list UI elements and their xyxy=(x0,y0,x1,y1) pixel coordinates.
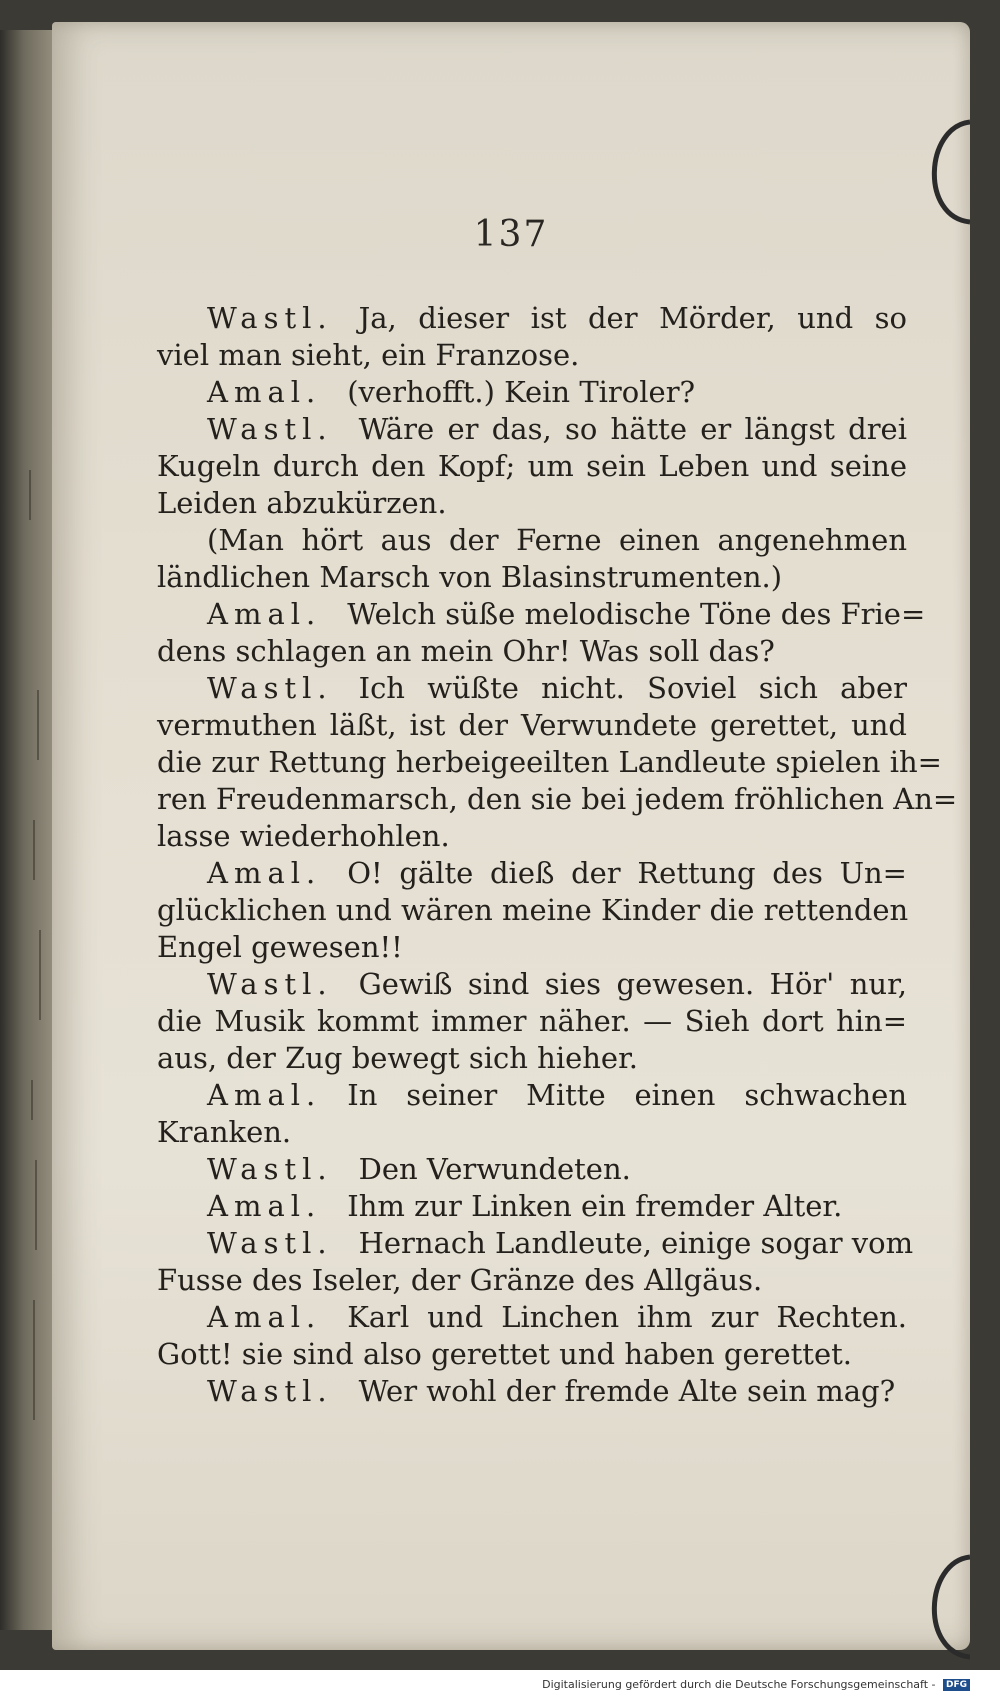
line-text: Ich wüßte nicht. Soviel sich aber xyxy=(358,671,907,705)
text-line xyxy=(157,559,907,596)
speaker-name: Wastl. xyxy=(207,967,333,1001)
line-text: Wer wohl der fremde Alte sein mag? xyxy=(358,1374,896,1408)
line-text: Gott! sie sind also gerettet und haben gerettet. xyxy=(157,1337,852,1371)
text-line xyxy=(157,707,907,744)
text-line xyxy=(157,1225,914,1262)
text-line xyxy=(157,1373,907,1410)
line-text: Hernach Landleute, einige sogar vom xyxy=(358,1226,914,1260)
text-line xyxy=(157,337,907,374)
line-text: Kranken. xyxy=(157,1115,292,1149)
line-text: dens schlagen an mein Ohr! Was soll das? xyxy=(157,634,775,668)
line-text: die zur Rettung herbeigeeilten Landleute spielen ih= xyxy=(157,745,942,779)
line-text: O! gälte dieß der Rettung des Un= xyxy=(347,856,907,890)
speaker-name: Wastl. xyxy=(207,301,333,335)
line-text: Wäre er das, so hätte er längst drei xyxy=(358,412,907,446)
line-text: lasse wiederhohlen. xyxy=(157,819,450,853)
line-text: Kugeln durch den Kopf; um sein Leben und seine xyxy=(157,449,907,483)
text-line xyxy=(157,522,907,559)
speaker-name: Amal. xyxy=(207,856,322,890)
line-text: (verhofft.) Kein Tiroler? xyxy=(347,375,696,409)
bleed-through-marks xyxy=(0,460,60,1450)
line-text: glücklichen und wären meine Kinder die rettenden xyxy=(157,893,909,927)
line-text: vermuthen läßt, ist der Verwundete gerettet, und xyxy=(157,708,907,742)
text-line xyxy=(157,1299,907,1336)
text-line xyxy=(157,1003,907,1040)
line-text: aus, der Zug bewegt sich hieher. xyxy=(157,1041,638,1075)
text-line xyxy=(157,744,942,781)
dfg-logo: DFG xyxy=(943,1679,970,1691)
speaker-name: Amal. xyxy=(207,375,322,409)
speaker-name: Wastl. xyxy=(207,671,333,705)
text-line xyxy=(157,1151,907,1188)
line-text: Gewiß sind sies gewesen. Hör' nur, xyxy=(358,967,907,1001)
speaker-name: Amal. xyxy=(207,597,322,631)
speaker-name: Wastl. xyxy=(207,1152,333,1186)
line-text: Engel gewesen!! xyxy=(157,930,403,964)
text-line xyxy=(157,1077,907,1114)
text-line xyxy=(157,448,907,485)
text-line xyxy=(157,300,907,337)
line-text: Welch süße melodische Töne des Frie= xyxy=(347,597,926,631)
page-number: 137 xyxy=(473,214,549,255)
text-line xyxy=(157,633,907,670)
text-line xyxy=(157,966,907,1003)
page-clip-top xyxy=(910,117,970,227)
text-line xyxy=(157,1114,907,1151)
line-text: Leiden abzukürzen. xyxy=(157,486,447,520)
footer xyxy=(0,1670,1000,1700)
text-line xyxy=(157,670,907,707)
speaker-name: Wastl. xyxy=(207,1226,333,1260)
line-text: ren Freudenmarsch, den sie bei jedem fröhlichen An= xyxy=(157,782,958,816)
text-line xyxy=(157,1262,907,1299)
text-line xyxy=(157,855,907,892)
speaker-name: Wastl. xyxy=(207,412,333,446)
digitization-credit: Digitalisierung gefördert durch die Deutsche Forschungsgemeinschaft - xyxy=(542,1678,936,1691)
line-text: ländlichen Marsch von Blasinstrumenten.) xyxy=(157,560,783,594)
text-line xyxy=(157,411,907,448)
body-text xyxy=(157,300,958,1410)
speaker-name: Amal. xyxy=(207,1078,322,1112)
page-clip-bottom xyxy=(910,1552,970,1662)
line-text: (Man hört aus der Ferne einen angenehmen xyxy=(207,523,907,557)
line-text: In seiner Mitte einen schwachen xyxy=(347,1078,907,1112)
speaker-name: Amal. xyxy=(207,1300,322,1334)
line-text: Ja, dieser ist der Mörder, und so xyxy=(358,301,907,335)
text-line xyxy=(157,1188,907,1225)
text-line xyxy=(157,1040,907,1077)
text-line xyxy=(157,929,907,966)
text-line xyxy=(157,1336,907,1373)
line-text: die Musik kommt immer näher. — Sieh dort hin= xyxy=(157,1004,907,1038)
line-text: Fusse des Iseler, der Gränze des Allgäus. xyxy=(157,1263,763,1297)
text-line xyxy=(157,596,926,633)
book-page xyxy=(52,22,970,1650)
line-text: viel man sieht, ein Franzose. xyxy=(157,338,580,372)
text-line xyxy=(157,818,907,855)
speaker-name: Wastl. xyxy=(207,1374,333,1408)
text-line xyxy=(157,781,958,818)
line-text: Ihm zur Linken ein fremder Alter. xyxy=(347,1189,843,1223)
speaker-name: Amal. xyxy=(207,1189,322,1223)
text-line xyxy=(157,892,907,929)
text-line xyxy=(157,374,907,411)
line-text: Den Verwundeten. xyxy=(358,1152,631,1186)
text-line xyxy=(157,485,907,522)
line-text: Karl und Linchen ihm zur Rechten. xyxy=(347,1300,907,1334)
